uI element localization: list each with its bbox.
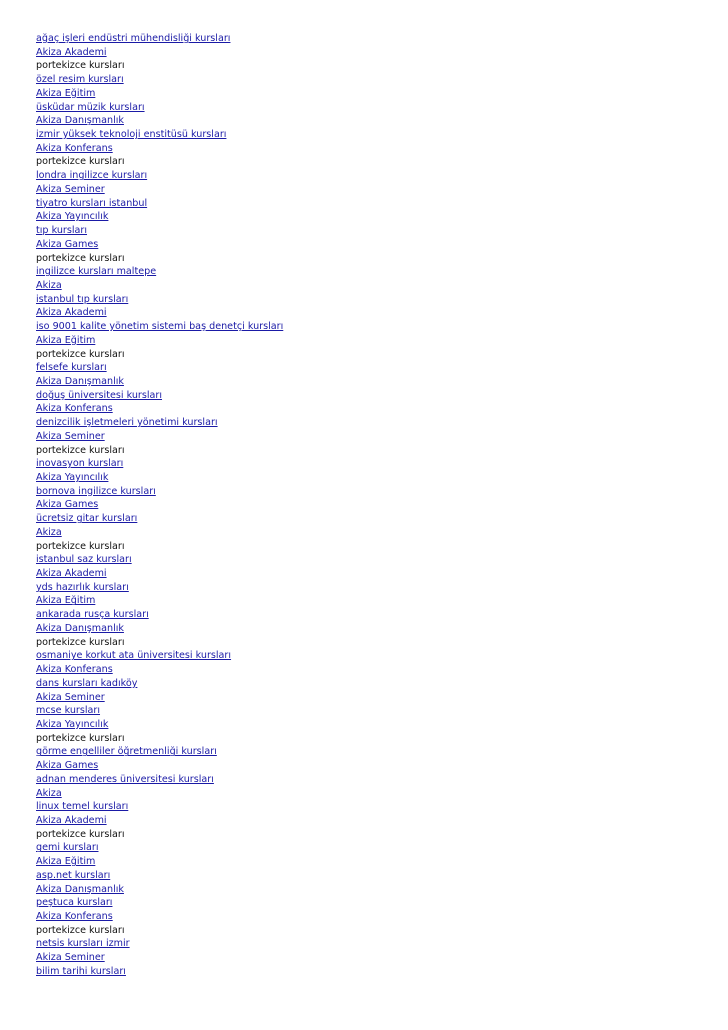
list-link[interactable]: inovasyon kursları (36, 458, 124, 470)
link-list (36, 32, 283, 979)
list-link[interactable]: ücretsiz gitar kursları (36, 513, 138, 525)
list-link[interactable]: denizcilik işletmeleri yönetimi kursları (36, 417, 218, 429)
list-text: portekizce kursları (36, 732, 125, 744)
list-link[interactable]: özel resim kursları (36, 74, 124, 86)
list-link[interactable]: doğuş üniversitesi kursları (36, 389, 163, 401)
list-link[interactable]: Akiza Konferans (36, 403, 113, 415)
list-link[interactable]: Akiza Seminer (36, 183, 105, 195)
list-link[interactable]: yds hazırlık kursları (36, 581, 129, 593)
list-link[interactable]: Akiza Danışmanlık (36, 622, 124, 634)
list-link[interactable]: tiyatro kursları istanbul (36, 197, 148, 209)
list-link[interactable]: Akiza Eğitim (36, 334, 96, 346)
list-link[interactable]: Akiza Konferans (36, 911, 113, 922)
list-link[interactable]: Akiza Konferans (36, 664, 113, 676)
list-link[interactable]: gemi kursları (36, 842, 99, 854)
list-link[interactable]: linux temel kursları (36, 801, 129, 813)
list-link[interactable]: bornova ingilizce kursları (36, 485, 156, 497)
list-link[interactable]: Akiza Games (36, 238, 99, 250)
list-link[interactable]: ingilizce kursları maltepe (36, 266, 157, 278)
list-link[interactable]: ağaç işleri endüstri mühendisliği kursları (36, 33, 231, 44)
list-link[interactable]: asp.net kursları (36, 869, 111, 881)
list-link[interactable]: üsküdar müzik kursları (36, 101, 145, 113)
list-link[interactable]: Akiza Akademi (36, 568, 107, 580)
list-link[interactable]: Akiza Konferans (36, 142, 113, 154)
list-link[interactable]: Akiza Yayıncılık (36, 718, 109, 730)
list-text: portekizce kursları (36, 828, 125, 840)
list-link[interactable]: Akiza Yayıncılık (36, 472, 109, 483)
list-link[interactable]: peştuca kursları (36, 897, 113, 909)
list-link[interactable]: Akiza Akademi (36, 307, 107, 319)
list-link[interactable]: Akiza Danışmanlık (36, 115, 124, 127)
list-link[interactable]: Akiza Akademi (36, 814, 107, 826)
list-link[interactable]: londra ingilizce kursları (36, 170, 148, 182)
list-link[interactable]: osmaniye korkut ata üniversitesi kursları (36, 650, 232, 662)
list-link[interactable]: netsis kursları izmir (36, 938, 130, 950)
list-link[interactable]: Akiza Eğitim (36, 856, 96, 868)
list-link[interactable]: Akiza (36, 787, 62, 799)
list-link[interactable]: Akiza Games (36, 499, 99, 511)
list-link[interactable]: Akiza Eğitim (36, 595, 96, 607)
list-link[interactable]: görme engelliler öğretmenliği kursları (36, 746, 217, 758)
list-link[interactable]: Akiza Danışmanlık (36, 375, 124, 387)
list-text: portekizce kursları (36, 636, 125, 648)
list-link[interactable]: iso 9001 kalite yönetim sistemi baş denetçi kursları (36, 321, 284, 333)
list-link[interactable]: Akiza Yayıncılık (36, 211, 109, 223)
list-text: portekizce kursları (36, 252, 125, 264)
list-link[interactable]: Akiza Danışmanlık (36, 883, 124, 895)
list-link[interactable]: adnan menderes üniversitesi kursları (36, 773, 214, 785)
list-link[interactable]: dans kursları kadıköy (36, 677, 138, 689)
list-link[interactable]: Akiza Seminer (36, 952, 105, 964)
list-text: portekizce kursları (36, 348, 125, 360)
list-link[interactable]: Akiza Akademi (36, 46, 107, 58)
list-link[interactable]: istanbul saz kursları (36, 554, 132, 566)
list-link[interactable]: Akiza (36, 279, 62, 291)
list-link[interactable]: Akiza Games (36, 760, 99, 772)
list-text: portekizce kursları (36, 924, 125, 936)
list-text: portekizce kursları (36, 444, 125, 456)
list-link[interactable]: Akiza Seminer (36, 691, 105, 703)
list-link[interactable]: ankarada rusça kursları (36, 609, 149, 621)
list-link[interactable]: izmir yüksek teknoloji enstitüsü kursları (36, 129, 227, 141)
list-link[interactable]: bilim tarihi kursları (36, 965, 126, 977)
list-link[interactable]: Akiza Eğitim (36, 87, 96, 99)
list-link[interactable]: Akiza Seminer (36, 430, 105, 442)
list-text: portekizce kursları (36, 540, 125, 552)
list-link[interactable]: tıp kursları (36, 225, 88, 237)
list-link[interactable]: istanbul tıp kursları (36, 293, 129, 305)
list-link[interactable]: mcse kursları (36, 705, 101, 717)
list-text: portekizce kursları (36, 60, 125, 72)
list-link[interactable]: felsefe kursları (36, 362, 107, 374)
list-link[interactable]: Akiza (36, 526, 62, 538)
list-text: portekizce kursları (36, 156, 125, 168)
